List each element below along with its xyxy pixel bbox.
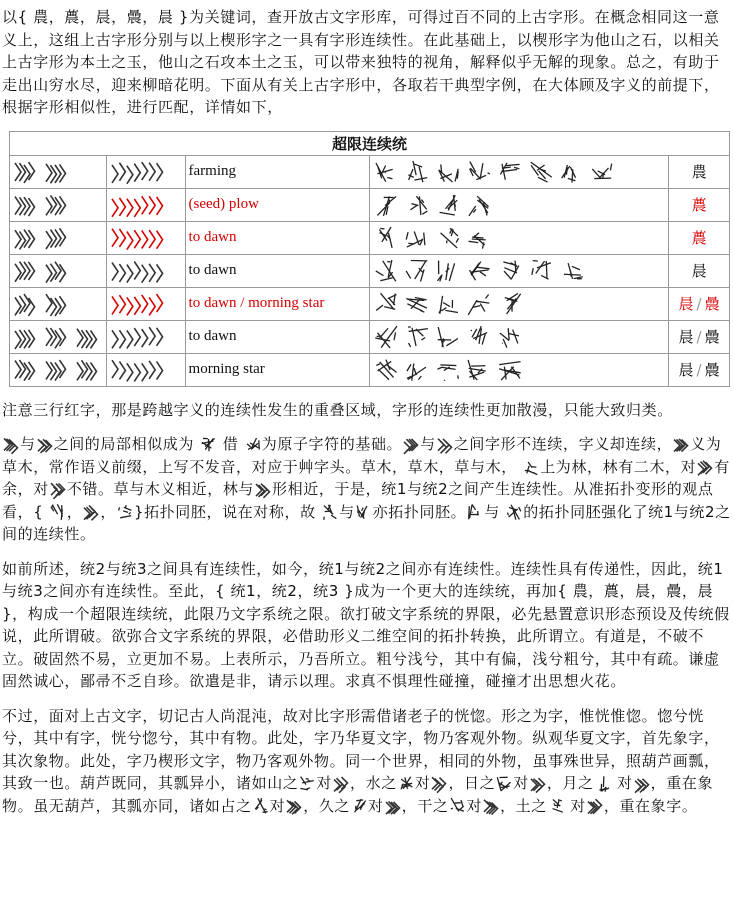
modern-character: 曟 [704,295,720,313]
modern-character: 晨 [678,361,694,379]
table-row [10,188,730,221]
cuneiform-glyph [49,480,67,500]
ancient-character-glyph [590,159,616,185]
character-cell [669,188,730,221]
ancient-character-glyph [404,324,430,350]
ancient-glyph [199,435,217,455]
ancient-character-glyph [466,192,492,218]
ancient-character-glyph [404,291,430,317]
ancient-glyph [116,502,134,522]
ancient-glyph [466,502,484,522]
note-paragraph: 注意三行红字，那是跨越字义的连续性发生的重叠区域，字形的连续性更加散漫，只能大致归类。 [2,400,673,419]
table-row [10,287,730,320]
ancient-character-glyph [435,258,461,284]
table-row [10,221,730,254]
ancient-character-glyph [435,357,461,383]
meaning-cell: to dawn / morning star [185,287,369,320]
ancient-character-glyph [404,192,430,218]
modern-character: 農 [691,163,707,181]
ancient-character-glyph [373,357,399,383]
ancient-character-glyph [373,159,399,185]
modern-character: 蕽 [691,229,707,247]
mountain-glyph [298,774,316,794]
water-glyph [397,774,415,794]
character-cell [669,155,730,188]
meaning-cell: to dawn [185,221,369,254]
ancient-glyph [355,502,373,522]
modern-character: 晨 [678,295,694,313]
cuneiform-sign [44,225,70,251]
cuneiform-cell [10,320,107,353]
continuum-paragraph: 如前所述，统2与统3之间具有连续性，如今，统1与统2之间亦有连续性。连续性具有传递性，因此，统1与统3之间亦有连续性。至此，{ 统1，统2，统3 }成为一个更大的连续统，再加{ 農，蕽，晨，曟，晨 }，构成一个超限连续统，此限乃文字系统之限。欲打破文字系统的界限，必先悬置意识形态预设及传统假说，此所谓破。欲弥合文字系统的界限，必借助形义二维空间的拓扑转换，此所谓立。有道是，不破不立。破固然不易，立更加不易。上表所示，乃吾所立。粗兮浅兮，其中有偏，浅兮粗兮，其中有疏。谦虚固然诚心，鄙帚不乏自珍。欲遣是非，请示以理。求真不惧理性碰撞，碰撞才出思想火花。 [2,559,730,690]
ancient-character-glyph [373,225,399,251]
ancient-character-glyph [373,192,399,218]
cuneiform-glyph [402,435,420,455]
gourd-paragraph: 不过，面对上古文字，切记古人尚混沌，故对比字形需借诸老子的恍惚。形之为字，惟恍惟惚。惚兮恍兮，其中有字，恍兮惚兮，其中有物。此处，字乃华夏文字，物乃客观外物。纵观华夏文字，首先象字，其次象物。此处，字乃楔形文字，物乃客观外物。同一个世界，相同的外物，虽事殊世异，照葫芦画瓢，其致一也。葫芦既同，其瓢异小，诸如山之 对 ，水之 对 ，日之 对 ，月之 对 ，重在象物。虽无葫芦，其瓢亦同，诸如占之 对 ，久之 对 ，干之 对 ，土之 对 ，重在象字。 [2,706,720,815]
character-cell: 晨 / 曟 [669,320,730,353]
modern-character: 晨 [691,262,707,280]
cuneiform-sign [44,258,70,284]
wedge-cell [106,155,185,188]
gan-glyph [448,796,466,816]
ancient-character-glyph [528,159,554,185]
modern-character: 曟 [704,361,720,379]
ancient-character-glyph [435,324,461,350]
ancient-forms-cell [369,254,668,287]
cuneiform-glyph [696,457,714,477]
cuneiform-glyph [36,435,54,455]
modern-character: 曟 [704,328,720,346]
ancient-forms-cell [369,353,668,386]
character-cell: 晨 / 曟 [669,353,730,386]
cuneiform-cell [10,221,107,254]
cuneiform-glyph [672,435,690,455]
character-cell: 晨 / 曟 [669,287,730,320]
table-row [10,353,730,386]
cuneiform-sign [44,324,70,350]
cuneiform-wedge-glyph [110,291,170,317]
modern-character: 蕽 [691,196,707,214]
cuneiform-sign [75,357,101,383]
ancient-character-glyph [559,159,585,185]
hyper-continuum-table [9,131,730,387]
ancient-character-glyph [497,357,523,383]
cuneiform-sign [13,192,39,218]
cuneiform-sign [44,159,70,185]
ancient-character-glyph [404,258,430,284]
cuneiform-sign [13,324,39,350]
ancient-forms-cell [369,287,668,320]
cuneiform-sign [13,258,39,284]
cuneiform-wedge-glyph [110,258,170,284]
intro-paragraph: 以{ 農，蕽，晨，曟，晨 }为关键词，查开放古文字形库，可得过百不同的上古字形。在概念相同这一意义上，这组上古字形分别与以上楔形字之一具有字形连续性。在此基础上，以楔形字为他山之石，以相关上古字形为本土之玉，他山之石攻本土之玉，可以带来独特的视角，解释似乎无解的现象。总之，有助于走出山穷水尽，迎来柳暗花明。下面从有关上古字形中，各取若干典型字例，在大体顾及字义的前提下，根据字形相似性，进行匹配，详情如下， [2,8,720,116]
cuneiform-glyph [332,774,350,794]
cuneiform-cell [10,155,107,188]
cuneiform-glyph [633,774,651,794]
ancient-character-glyph [497,159,523,185]
cuneiform-sign [13,357,39,383]
ancient-glyph [244,435,262,455]
cuneiform-glyph [430,774,448,794]
cuneiform-glyph [586,796,604,816]
ancient-forms-cell [369,188,668,221]
meaning-cell: to dawn [185,254,369,287]
table-row [10,254,730,287]
ancient-forms-cell [369,155,668,188]
cuneiform-sign [44,291,70,317]
ancient-character-glyph [497,324,523,350]
ancient-character-glyph [497,258,523,284]
ancient-character-glyph [373,324,399,350]
ancient-glyph [49,502,67,522]
ancient-character-glyph [404,357,430,383]
cuneiform-cell [10,287,107,320]
ancient-character-glyph [435,291,461,317]
ancient-glyph [321,502,339,522]
meaning-cell: (seed) plow [185,188,369,221]
cuneiform-glyph [436,435,454,455]
ancient-character-glyph [466,357,492,383]
topology-paragraph: 与 之间的局部相似成为 借 为原子字符的基础。 与 之间字形不连续，字义却连续， 义为草木，常作语义前缀，上写不发音，对应于艸字头。草木，草木，草与木， 上为林，林有二木，对 有余，对 不错。草与木义相近，林与 形相近，于是，统1与统2之间产生连续性。从准拓扑变形的观点看，{ ， ， }拓扑同胚，说在对称，故 与 亦拓扑同胚。 与 的拓扑同胚强化了统1与统2之间的连续性。 [2,435,731,543]
sun-glyph [495,774,513,794]
character-cell [669,254,730,287]
ancient-character-glyph [435,192,461,218]
zhan-glyph [252,796,270,816]
ancient-character-glyph [466,258,492,284]
cuneiform-glyph [529,774,547,794]
ancient-character-glyph [497,291,523,317]
cuneiform-wedge-glyph [110,324,170,350]
ancient-character-glyph [435,225,461,251]
ancient-character-glyph [528,258,554,284]
cuneiform-glyph [285,796,303,816]
wedge-cell [106,353,185,386]
wedge-cell [106,320,185,353]
ancient-glyph [522,457,540,477]
ancient-forms-cell [369,320,668,353]
table-row [10,155,730,188]
cuneiform-sign [13,159,39,185]
modern-character: 晨 [678,328,694,346]
ancient-character-glyph [466,324,492,350]
ancient-forms-cell [369,221,668,254]
wedge-cell [106,287,185,320]
meaning-cell: morning star [185,353,369,386]
ancient-character-glyph [373,258,399,284]
moon-glyph [594,774,612,794]
meaning-cell: farming [185,155,369,188]
cuneiform-cell [10,353,107,386]
cuneiform-sign [13,225,39,251]
cuneiform-sign [13,291,39,317]
cuneiform-wedge-glyph [110,159,170,185]
cuneiform-wedge-glyph [110,225,170,251]
character-cell [669,221,730,254]
cuneiform-wedge-glyph [110,192,170,218]
cuneiform-sign [75,324,101,350]
cuneiform-sign [44,357,70,383]
cuneiform-glyph [2,435,20,455]
ancient-character-glyph [466,159,492,185]
cuneiform-glyph [384,796,402,816]
cuneiform-cell [10,188,107,221]
tu-glyph [547,796,565,816]
ancient-character-glyph [435,159,461,185]
cuneiform-glyph [254,480,272,500]
wedge-cell [106,254,185,287]
meaning-cell: to dawn [185,320,369,353]
table-title: 超限连续统 [10,131,730,155]
cuneiform-wedge-glyph [110,357,170,383]
cuneiform-cell [10,254,107,287]
ancient-character-glyph [373,291,399,317]
wedge-cell [106,188,185,221]
wedge-cell [106,221,185,254]
ancient-character-glyph [559,258,585,284]
ancient-character-glyph [404,159,430,185]
ancient-character-glyph [466,291,492,317]
ancient-character-glyph [466,225,492,251]
ancient-character-glyph [404,225,430,251]
cuneiform-glyph [82,502,100,522]
cuneiform-sign [44,192,70,218]
cuneiform-glyph [482,796,500,816]
table-row [10,320,730,353]
ancient-glyph [505,502,523,522]
jiu-glyph [350,796,368,816]
